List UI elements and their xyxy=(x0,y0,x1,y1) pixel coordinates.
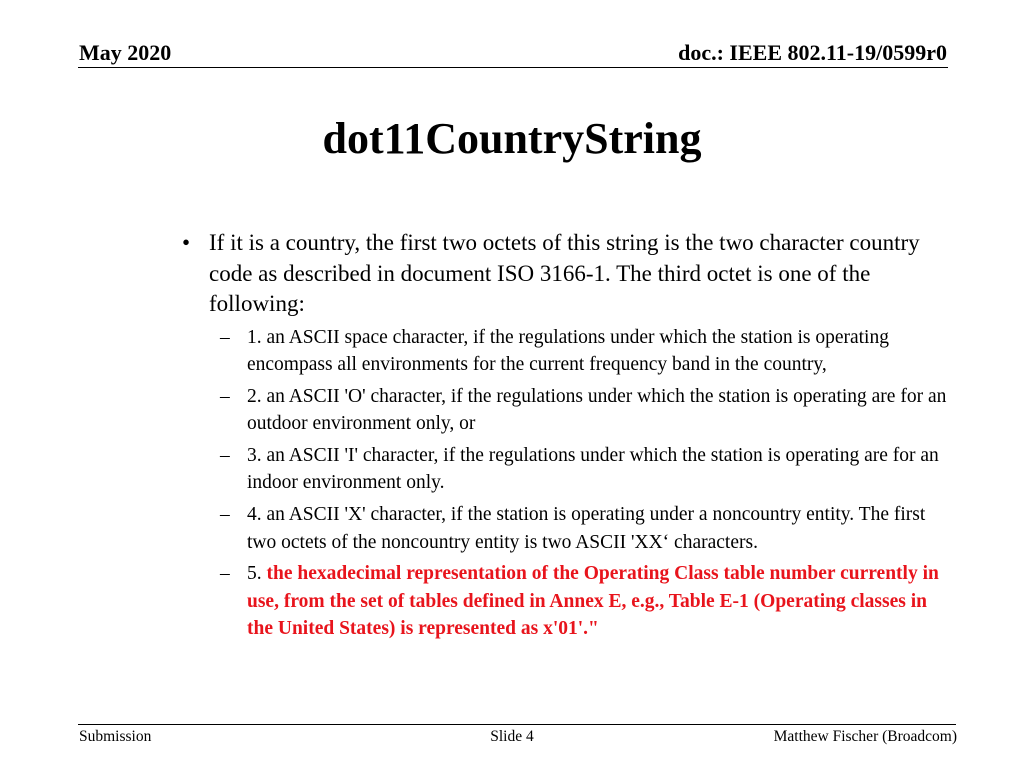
header-divider xyxy=(78,67,948,68)
sub-item-text: 1. an ASCII space character, if the regulations under which the station is operating encompass all environments for the current frequency band in the country, xyxy=(247,327,889,376)
bullet-marker: • xyxy=(182,230,191,255)
footer-divider xyxy=(78,724,956,725)
dash-marker: – xyxy=(220,445,230,467)
header-doc-id: doc.: IEEE 802.11-19/0599r0 xyxy=(678,40,947,65)
footer-submission: Submission xyxy=(79,728,152,745)
main-bullet-item xyxy=(180,228,950,320)
sub-item-5 xyxy=(220,560,950,642)
sub-item-2 xyxy=(220,383,950,438)
sub-item-3 xyxy=(220,442,950,497)
header-date: May 2020 xyxy=(79,40,172,65)
sub-item-4 xyxy=(220,501,950,556)
main-bullet-text: If it is a country, the first two octets of this string is the two character country code as described in document ISO 3166-1. The third octet is one of the following: xyxy=(209,230,920,316)
sub-item-1 xyxy=(220,324,950,379)
sub-item-text: 2. an ASCII 'O' character, if the regulations under which the station is operating are for an outdoor environment only, or xyxy=(247,386,947,435)
footer-author: Matthew Fischer (Broadcom) xyxy=(773,728,957,745)
dash-marker: – xyxy=(220,386,230,408)
slide-title: dot11CountryString xyxy=(322,114,702,163)
sub-item-text: 3. an ASCII 'I' character, if the regulations under which the station is operating are for an indoor environment only. xyxy=(247,445,939,494)
dash-marker: – xyxy=(220,504,230,526)
dash-marker: – xyxy=(220,327,230,348)
footer-slide-number: Slide 4 xyxy=(490,728,534,745)
sub-item-prefix: 5. xyxy=(247,563,267,585)
dash-marker: – xyxy=(220,563,230,585)
highlighted-text: the hexadecimal representation of the Operating Class table number currently in use, from the set of tables defined in Annex E, e.g., Table E-1 (Operating classes in the United States) is represented as x'01'." xyxy=(247,563,939,639)
sub-item-text: 4. an ASCII 'X' character, if the station is operating under a noncountry entity. The first two octets of the noncountry entity is two ASCII 'XX‘ characters. xyxy=(247,504,926,553)
slide-body xyxy=(180,228,950,642)
